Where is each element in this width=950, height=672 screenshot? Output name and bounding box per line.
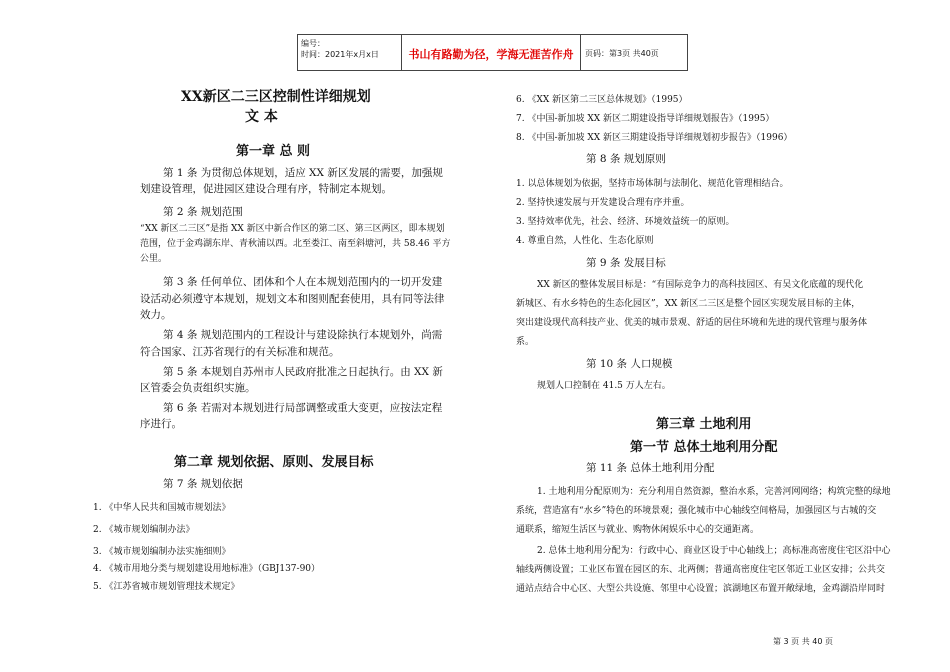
principle-item: 4. 尊重自然，人性化、生态化原则 — [516, 236, 654, 246]
article-2-line-3: 公里。 — [140, 254, 168, 264]
header-page-info: 页码：第3页 共40页 — [585, 49, 659, 58]
basis-item: 1. 《中华人民共和国城市规划法》 — [93, 503, 231, 513]
principle-item: 1. 以总体规划为依据，坚持市场体制与法制化、规范化管理相结合。 — [516, 179, 789, 189]
header-motto-cell — [402, 35, 581, 70]
document-number-label: 编号： — [301, 39, 325, 48]
article-4-line-1: 第 4 条 规划范围内的工程设计与建设除执行本规划外，尚需 — [163, 329, 443, 341]
article-9-line-2: 新城区、有水乡特色的生态化园区”，XX 新区二三区是整个园区实现发展目标的主体， — [516, 299, 861, 309]
article-9-heading: 第 9 条 发展目标 — [586, 257, 666, 269]
document-subtitle: 文 本 — [245, 109, 278, 125]
article-8-heading: 第 8 条 规划原则 — [586, 153, 666, 165]
article-1-line-1: 第 1 条 为贯彻总体规划，适应 XX 新区发展的需要，加强规 — [163, 167, 443, 179]
chapter-1-heading: 第一章 总 则 — [236, 144, 311, 159]
basis-item: 4. 《城市用地分类与规划建设用地标准》（GBJ137-90） — [93, 564, 321, 574]
article-11-p2-line-1: 2. 总体土地利用分配为：行政中心、商业区设于中心轴线上；高标准高密度住宅区沿中心 — [537, 546, 891, 556]
article-11-p2-line-3: 通站点结合中心区、大型公共设施、邻里中心设置；滨湖地区布置开敞绿地，金鸡湖沿岸同时 — [516, 584, 886, 594]
article-9-line-3: 突出建设现代高科技产业、优美的城市景观、舒适的居住环境和先进的现代管理与服务体 — [516, 318, 868, 328]
article-11-heading: 第 11 条 总体土地利用分配 — [586, 462, 715, 474]
basis-item: 7. 《中国-新加坡 XX 新区二期建设指导详细规划报告》（1995） — [516, 114, 775, 124]
page-footer: 第 3 页 共 40 页 — [773, 637, 833, 646]
article-10-line-1: 规划人口控制在 41.5 万人左右。 — [537, 381, 671, 391]
basis-item: 3. 《城市规划编制办法实施细则》 — [93, 547, 231, 557]
article-2-line-1: “XX 新区二三区”是指 XX 新区中新合作区的第二区、第三区两区，即本规划 — [140, 224, 445, 234]
chapter-3-heading: 第三章 土地利用 — [656, 417, 752, 432]
principle-item: 2. 坚持快速发展与开发建设合理有序并重。 — [516, 198, 690, 208]
article-6-line-1: 第 6 条 若需对本规划进行局部调整或重大变更，应按法定程 — [163, 402, 443, 414]
article-5-line-2: 区管委会负责组织实施。 — [140, 382, 256, 394]
document-time-label: 时间：2021年x月x日 — [301, 50, 379, 59]
article-6-line-2: 序进行。 — [140, 418, 182, 430]
article-3-line-1: 第 3 条 任何单位、团体和个人在本规划范围内的一切开发建 — [163, 276, 443, 288]
document-title: XX新区二三区控制性详细规划 — [181, 89, 371, 105]
article-11-p1-line-1: 1. 土地利用分配原则为：充分利用自然资源，整治水系，完善河网网络；构筑完整的绿地 — [537, 487, 891, 497]
article-2-heading: 第 2 条 规划范围 — [163, 206, 243, 218]
article-4-line-2: 符合国家、江苏省现行的有关标准和规范。 — [140, 346, 340, 358]
article-3-line-2: 设活动必须遵守本规划，规划文本和图则配套使用，具有同等法律 — [140, 293, 445, 305]
section-1-heading: 第一节 总体土地利用分配 — [630, 440, 778, 455]
article-7-heading: 第 7 条 规划依据 — [163, 478, 243, 490]
article-9-line-4: 系。 — [516, 337, 535, 347]
article-11-p1-line-2: 系统，营造富有“水乡”特色的环境景观；强化城市中心轴线空间格局，加强园区与古城的交 — [516, 506, 877, 516]
article-1-line-2: 划建设管理，促进园区建设合理有序，特制定本规划。 — [140, 183, 392, 195]
article-11-p2-line-2: 轴线两侧设置；工业区布置在园区的东、北两侧；普通高密度住宅区邻近工业区安排；公共交 — [516, 565, 886, 575]
principle-item: 3. 坚持效率优先，社会、经济、环境效益统一的原则。 — [516, 217, 735, 227]
article-10-heading: 第 10 条 人口规模 — [586, 358, 673, 370]
article-11-p1-line-3: 通联系，缩短生活区与就业、购物休闲娱乐中心的交通距离。 — [516, 525, 760, 535]
article-3-line-3: 效力。 — [140, 309, 172, 321]
basis-item: 2. 《城市规划编制办法》 — [93, 525, 195, 535]
basis-item: 5. 《江苏省城市规划管理技术规定》 — [93, 582, 240, 592]
chapter-2-heading: 第二章 规划依据、原则、发展目标 — [174, 455, 374, 470]
basis-item: 6. 《XX 新区第二三区总体规划》（1995） — [516, 95, 688, 105]
header-page-cell — [581, 35, 687, 70]
header-info-cell — [298, 35, 402, 70]
article-9-line-1: XX 新区的整体发展目标是：“有国际竞争力的高科技园区、有吴文化底蕴的现代化 — [537, 280, 864, 290]
header-motto: 书山有路勤为径，学海无涯苦作舟 — [408, 48, 574, 61]
basis-item: 8. 《中国-新加坡 XX 新区三期建设指导详细规划初步报告》（1996） — [516, 133, 793, 143]
article-2-line-2: 范围，位于金鸡湖东岸、青秋浦以西。北至娄江、南至斜塘河，共 58.46 平方 — [140, 239, 451, 249]
article-5-line-1: 第 5 条 本规划自苏州市人民政府批准之日起执行。由 XX 新 — [163, 366, 443, 378]
header-table — [297, 34, 688, 71]
